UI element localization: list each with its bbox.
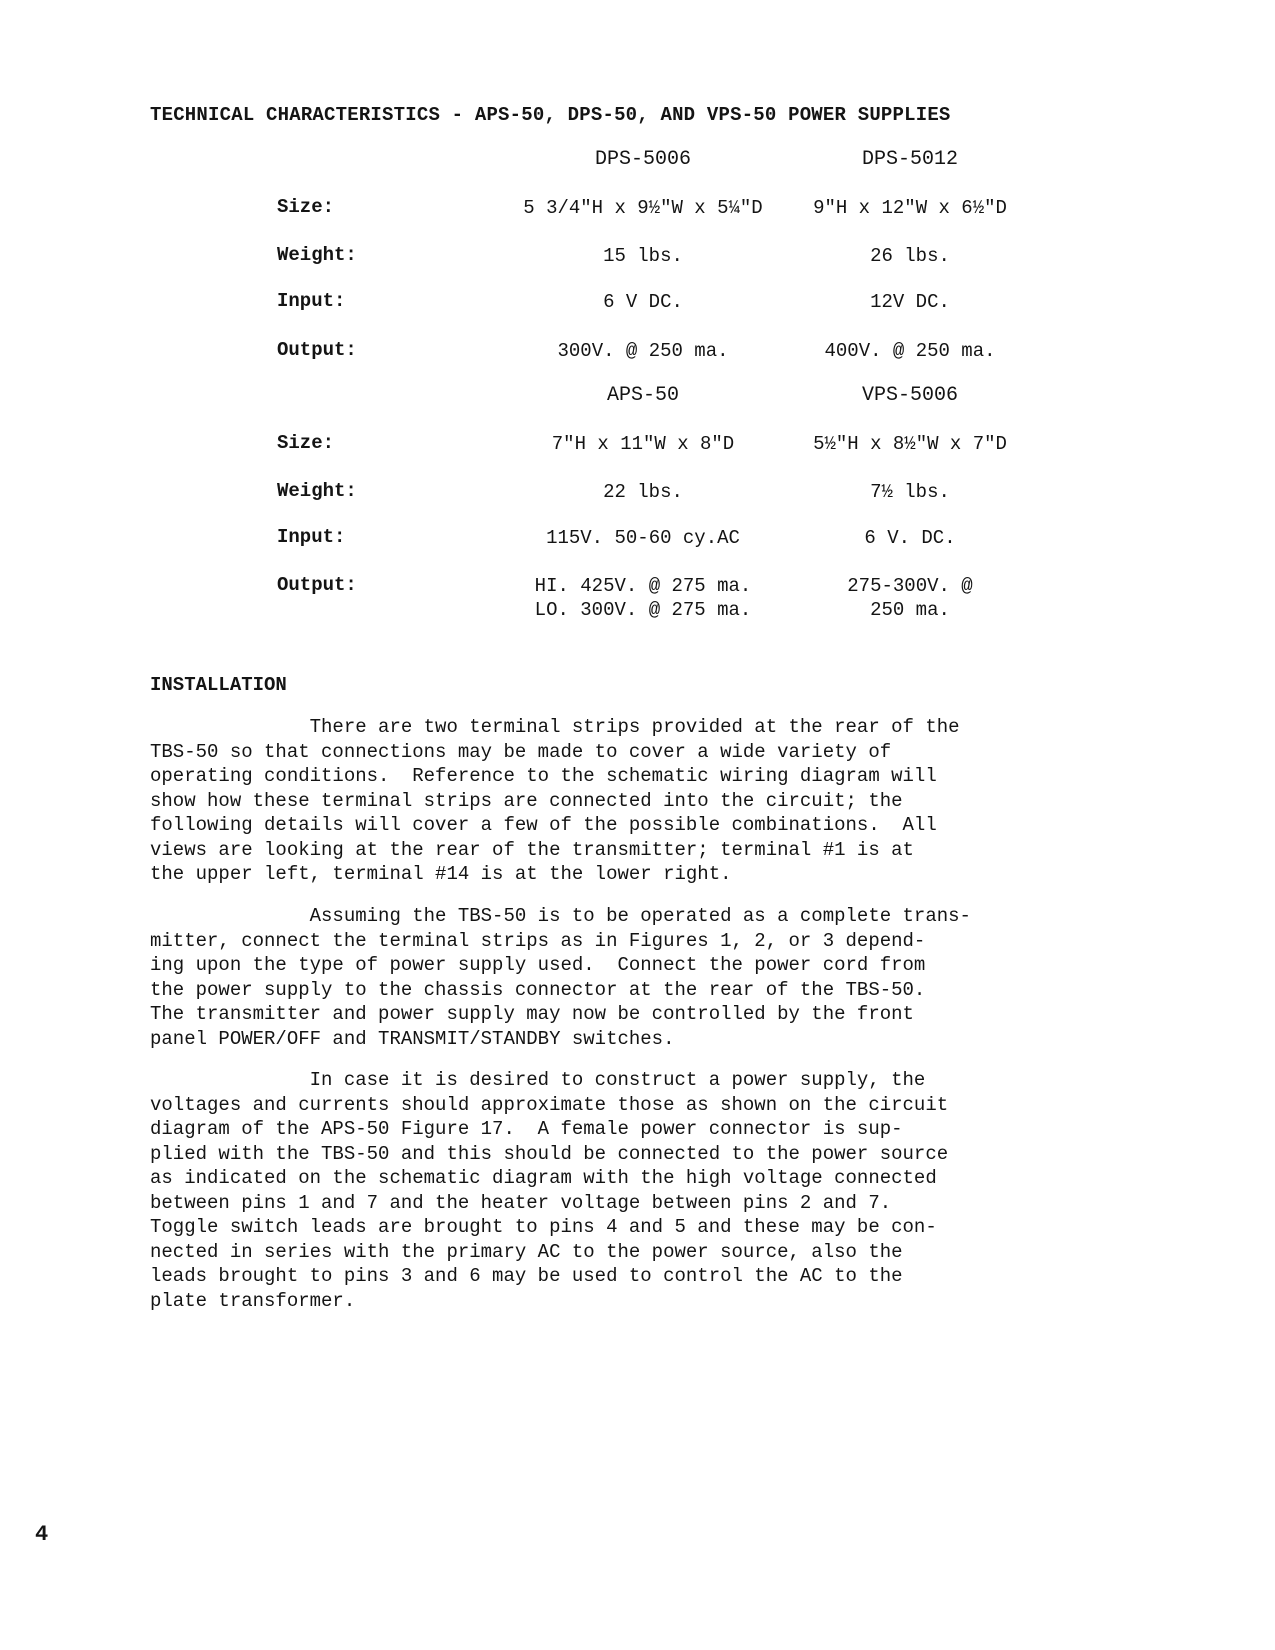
- spec-value: 400V. @ 250 ma.: [824, 340, 996, 362]
- spec-value: 300V. @ 250 ma.: [557, 340, 729, 362]
- spec-value: 275-300V. @ 250 ma.: [847, 575, 973, 621]
- spec-row-weight: [0, 244, 1275, 284]
- spec-label: Input:: [277, 290, 346, 312]
- spec-label: Output:: [277, 339, 357, 361]
- spec-label: Size:: [277, 196, 335, 218]
- spec-label: Weight:: [277, 244, 357, 266]
- spec-value: 5 3/4"H x 9½"W x 5¼"D: [523, 197, 763, 219]
- spec-value: 7"H x 11"W x 8"D: [551, 433, 735, 455]
- spec-value: 15 lbs.: [603, 245, 683, 267]
- spec-row-input: [0, 290, 1275, 330]
- spec-row-output: [0, 339, 1275, 379]
- spec-row-size: [0, 196, 1275, 236]
- page-title: TECHNICAL CHARACTERISTICS - APS-50, DPS-50, AND VPS-50 POWER SUPPLIES: [150, 104, 951, 126]
- spec-row-input: [0, 526, 1275, 566]
- spec-group2-header: [0, 384, 1275, 424]
- installation-heading: INSTALLATION: [150, 674, 287, 696]
- spec-value: 22 lbs.: [603, 481, 683, 503]
- spec-value: 115V. 50-60 cy.AC: [546, 527, 740, 549]
- spec-value: HI. 425V. @ 275 ma. LO. 300V. @ 275 ma.: [534, 575, 752, 621]
- spec-col-header: DPS-5006: [594, 148, 691, 171]
- spec-label: Output:: [277, 574, 357, 596]
- spec-label: Weight:: [277, 480, 357, 502]
- spec-value: 26 lbs.: [870, 245, 950, 267]
- spec-row-size: [0, 432, 1275, 472]
- spec-value: 6 V. DC.: [864, 527, 956, 549]
- installation-paragraph: Assuming the TBS-50 is to be operated as a complete trans- mitter, connect the terminal strips as in Figures 1, 2, or 3 depend- ing upon the type of power supply used. Connect the power cord from the power supply to the chassis connector at the rear of the TBS-50. The transmitter and power supply may now be controlled by the front panel POWER/OFF and TRANSMIT/STANDBY switches.: [150, 905, 971, 1050]
- spec-label: Size:: [277, 432, 335, 454]
- spec-col-header: DPS-5012: [861, 148, 958, 171]
- spec-col-header: APS-50: [606, 384, 679, 407]
- spec-value: 12V DC.: [870, 291, 950, 313]
- spec-row-output: [0, 574, 1275, 634]
- installation-paragraph: There are two terminal strips provided at the rear of the TBS-50 so that connections may be made to cover a wide variety of operating conditions. Reference to the schematic wiring diagram will show how these terminal strips are connected into the circuit; the following details will cover a few of the possible combinations. All views are looking at the rear of the transmitter; terminal #1 is at the upper left, terminal #14 is at the lower right.: [150, 716, 960, 885]
- spec-value: 9"H x 12"W x 6½"D: [813, 197, 1007, 219]
- spec-value: 5½"H x 8½"W x 7"D: [813, 433, 1007, 455]
- spec-group1-header: [0, 148, 1275, 188]
- spec-row-weight: [0, 480, 1275, 520]
- page-number: 4: [35, 1522, 49, 1547]
- spec-col-header: VPS-5006: [861, 384, 958, 407]
- installation-paragraph: In case it is desired to construct a power supply, the voltages and currents should approximate those as shown on the circuit diagram of the APS-50 Figure 17. A female power connector is sup- plied with the TBS-50 and this should be connected to the power source as indicated on the schematic diagram with the high voltage connected between pins 1 and 7 and the heater voltage between pins 2 and 7. Toggle switch leads are brought to pins 4 and 5 and these may be con- nected in series with the primary AC to the power source, also the leads brought to pins 3 and 6 may be used to control the AC to the plate transformer.: [150, 1069, 949, 1312]
- spec-value: 7½ lbs.: [870, 481, 950, 503]
- spec-value: 6 V DC.: [603, 291, 683, 313]
- spec-label: Input:: [277, 526, 346, 548]
